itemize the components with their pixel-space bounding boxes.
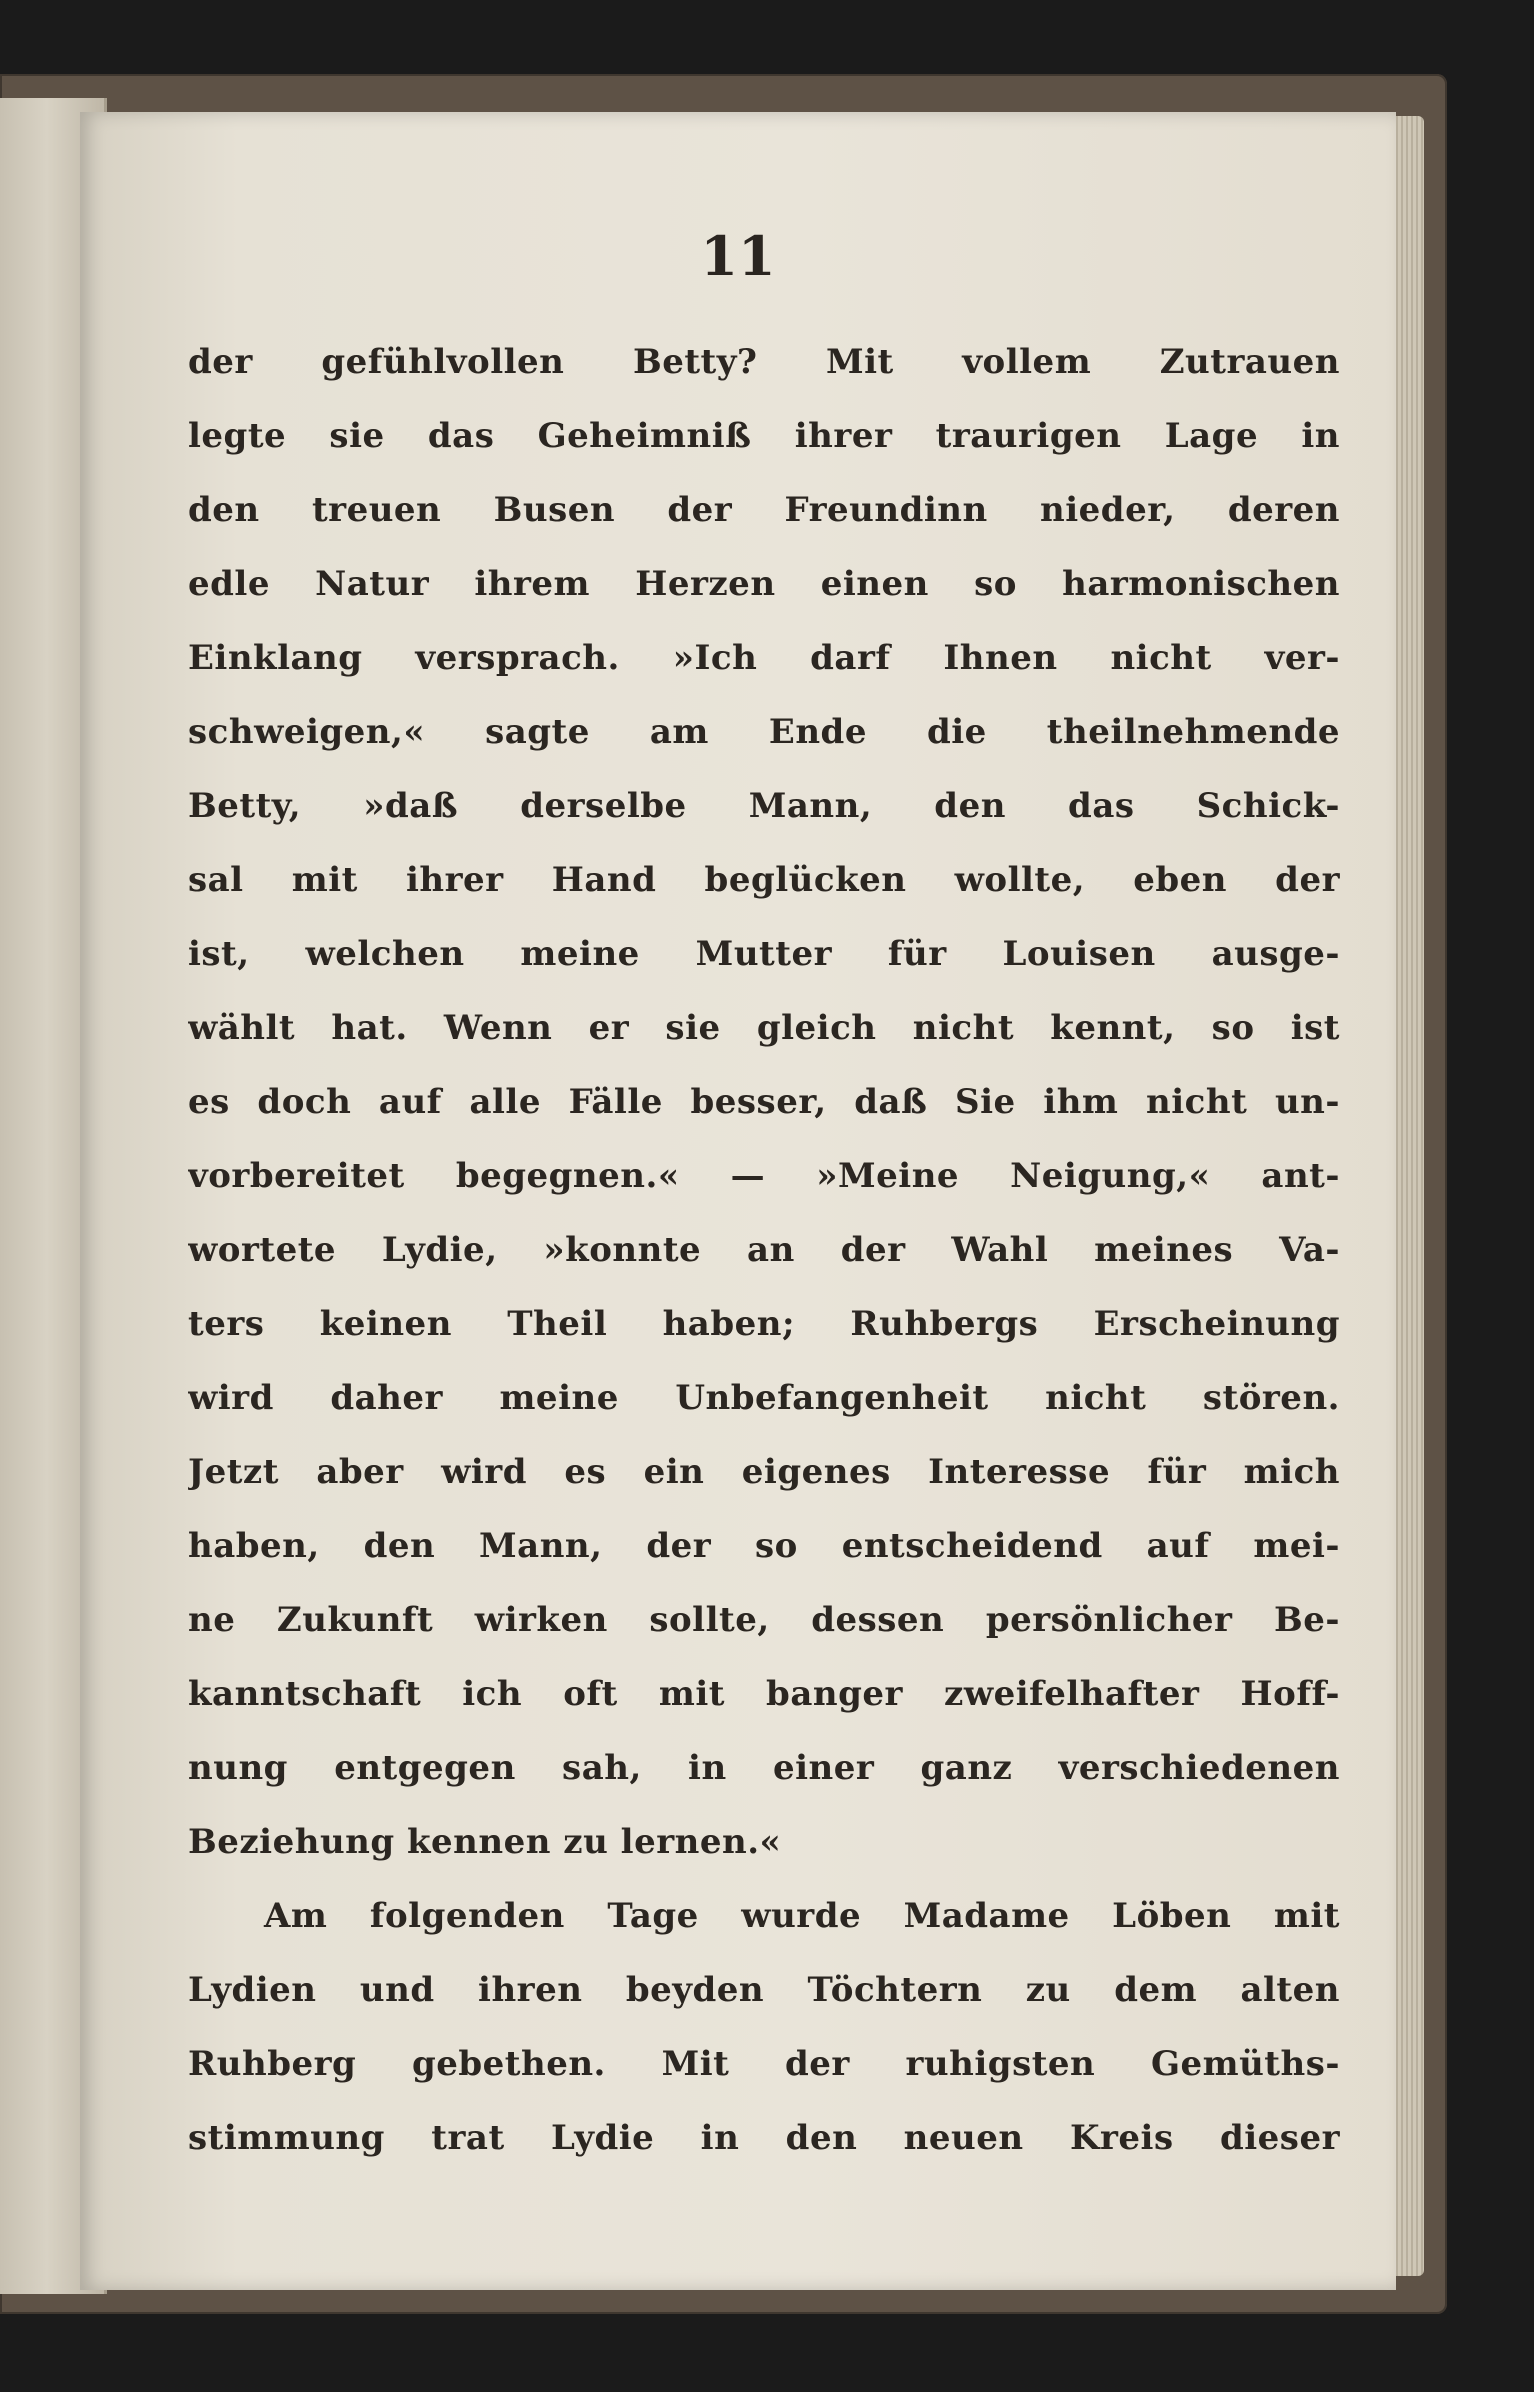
- text-line: haben, den Mann, der so entscheidend auf mei-: [188, 1526, 1340, 1566]
- text-line: wählt hat. Wenn er sie gleich nicht kennt, so ist: [188, 1008, 1340, 1048]
- text-line: der gefühlvollen Betty? Mit vollem Zutrauen: [188, 342, 1340, 382]
- page-text: [188, 325, 1340, 2175]
- text-line: Lydien und ihren beyden Töchtern zu dem alten: [188, 1970, 1340, 2010]
- text-line: Beziehung kennen zu lernen.«: [188, 1822, 782, 1862]
- text-line: nung entgegen sah, in einer ganz verschiedenen: [188, 1748, 1340, 1788]
- text-line: kanntschaft ich oft mit banger zweifelhafter Hoff-: [188, 1674, 1340, 1714]
- text-line: es doch auf alle Fälle besser, daß Sie ihm nicht un-: [188, 1082, 1340, 1122]
- text-line: Einklang versprach. »Ich darf Ihnen nicht ver-: [188, 638, 1340, 678]
- text-line: ters keinen Theil haben; Ruhbergs Erscheinung: [188, 1304, 1340, 1344]
- text-line: edle Natur ihrem Herzen einen so harmonischen: [188, 564, 1340, 604]
- page-number: 11: [700, 224, 776, 288]
- text-line: stimmung trat Lydie in den neuen Kreis dieser: [188, 2118, 1340, 2158]
- text-line: sal mit ihrer Hand beglücken wollte, eben der: [188, 860, 1340, 900]
- text-line: wird daher meine Unbefangenheit nicht stören.: [188, 1378, 1340, 1418]
- text-line: Am folgenden Tage wurde Madame Löben mit: [264, 1896, 1340, 1936]
- text-line: vorbereitet begegnen.« — »Meine Neigung,« ant-: [188, 1156, 1340, 1196]
- text-line: wortete Lydie, »konnte an der Wahl meines Va-: [188, 1230, 1340, 1270]
- text-line: Jetzt aber wird es ein eigenes Interesse für mich: [188, 1452, 1340, 1492]
- text-line: ne Zukunft wirken sollte, dessen persönlicher Be-: [188, 1600, 1340, 1640]
- text-line: Ruhberg gebethen. Mit der ruhigsten Gemüths-: [188, 2044, 1340, 2084]
- text-line: schweigen,« sagte am Ende die theilnehmende: [188, 712, 1340, 752]
- text-line: Betty, »daß derselbe Mann, den das Schick-: [188, 786, 1340, 826]
- text-line: legte sie das Geheimniß ihrer traurigen Lage in: [188, 416, 1340, 456]
- text-line: den treuen Busen der Freundinn nieder, deren: [188, 490, 1340, 530]
- right-page: [80, 112, 1396, 2290]
- text-line: ist, welchen meine Mutter für Louisen ausge-: [188, 934, 1340, 974]
